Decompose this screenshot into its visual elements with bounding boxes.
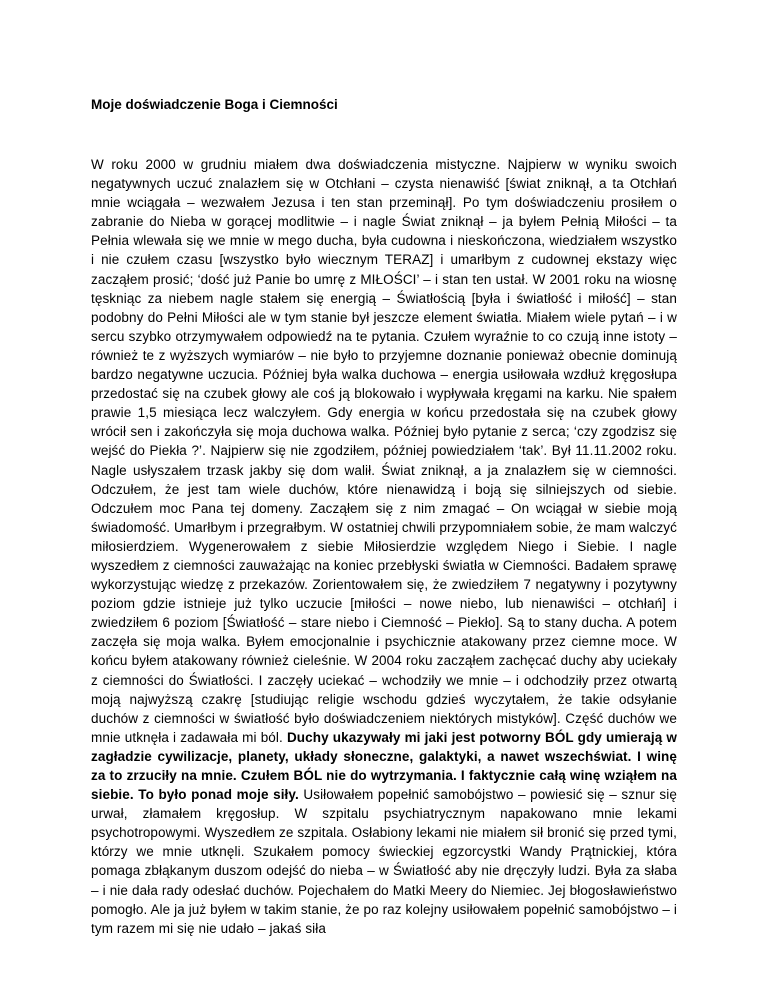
document-title: Moje doświadczenie Boga i Ciemności [91,97,338,112]
body-text-part2: Usiłowałem popełnić samobójstwo – powiesić się – sznur się urwał, złamałem kręgosłup. W szpitalu psychiatrycznym napakowano mnie lekami psychotropowymi. Wyszedłem ze szpitala. Osłabiony lekami nie miałem sił bronić się przed tymi, którzy we mnie utknęli. Szukałem pomocy świeckiej egzorcystki Wandy Prątnickiej, która pomaga zbłąkanym duszom odejść do nieba – w Światłość aby nie dręczyły ludzi. Była za słaba – i nie dała rady odesłać duchów. Pojechałem do Matki Meery do Niemiec. Jej błogosławieństwo pomogło. Ale ja już byłem w takim stanie, że po raz kolejny usiłowałem popełnić samobójstwo – i tym razem mi się nie udało – jakaś siła [91,787,677,936]
body-text-bold: Duchy ukazywały mi jaki jest potworny BÓL gdy umierają w zagładzie cywilizacje, planety, układy słoneczne, galaktyki, a nawet wszechświat. I winę za to zrzuciły na mnie. Czułem BÓL nie do wytrzymania. I faktycznie całą winę wziąłem na siebie. To było ponad moje siły. [91,729,678,803]
body-text-part1: W roku 2000 w grudniu miałem dwa doświadczenia mistyczne. Najpierw w wyniku swoich negatywnych uczuć znalazłem się w Otchłani – czysta nienawiść [świat zniknął, a ta Otchłań mnie wciągała – wezwałem Jezusa i ten stan przeminął]. Po tym doświadczeniu prosiłem o zabranie do Nieba w gorącej modlitwie – i nagle Świat zniknął – ja byłem Pełnią Miłości – ta Pełnia wlewała się we mnie w mego ducha, była cudowna i nieskończona, wiedziałem wszystko i nie czułem czasu [wszystko było wiecznym TERAZ] i umarłbym z cudownej ekstazy więc zacząłem prosić; ‘dość już Panie bo umrę z MIŁOŚCI’ – i stan ten ustał. W 2001 roku na wiosnę tęskniąc za niebem nagle stałem się energią – Światłością [była i światłość i miłość] – stan podobny do Pełni Miłości ale w tym stanie był jeszcze element światła. Miałem wiele pytań – i w sercu szybko otrzymywałem odpowiedź na te pytania. Czułem wyraźnie to co czują inne istoty – również te z wyższych wymiarów – nie było to przyjemne doznanie ponieważ obecnie dominują bardzo negatywne uczucia. Później była walka duchowa – energia usiłowała wzdłuż kręgosłupa przedostać się na czubek głowy ale coś ją blokowało i wypływała kręgami na karku. Nie spałem prawie 1,5 miesiąca lecz walczyłem. Gdy energia w końcu przedostała się na czubek głowy wrócił sen i zakończyła się moja duchowa walka. Później było pytanie z serca; ‘czy zgodzisz się wejść do Piekła ?’. Najpierw się nie zgodziłem, później powiedziałem ‘tak’. Był 11.11.2002 roku. Nagle usłyszałem trzask jakby się dom walił. Świat zniknął, a ja znalazłem się w ciemności. Odczułem, że jest tam wiele duchów, które nienawidzą i boją się silniejszych od siebie. Odczułem moc Pana tej domeny. Zacząłem się z nim zmagać – On wciągał w siebie moją świadomość. Umarłbym i przegrałbym. W ostatniej chwili przypomniałem sobie, że mam walczyć miłosierdziem. Wygenerowałem z siebie Miłosierdzie względem Niego i Siebie. I nagle wyszedłem z ciemności zauważając na koniec przebłyski światła w Ciemności. Badałem sprawę wykorzystując wiedzę z przekazów. Zorientowałem się, że zwiedziłem 7 negatywny i pozytywny poziom gdzie istnieje już tylko uczucie [miłości – nowe niebo, lub nienawiści – otchłań] i zwiedziłem 6 poziom [Światłość – stare niebo i Ciemność – Piekło]. Są to stany ducha. A potem zaczęła się moja walka. Byłem emocjonalnie i psychicznie atakowany przez ciemne moce. W końcu byłem atakowany również cieleśnie. W 2004 roku zacząłem zachęcać duchy aby uciekały z ciemności do Światłości. I zaczęły uciekać – wchodziły we mnie – i odchodziły przez otwartą moją najwyższą czakrę [studiując religie wschodu gdzieś wyczytałem, że takie odsyłanie duchów z ciemności w światłość było doświadczeniem niektórych mistyków]. Część duchów we mnie utknęła i zadawała mi ból. [91,157,677,745]
document-body [91,155,677,938]
